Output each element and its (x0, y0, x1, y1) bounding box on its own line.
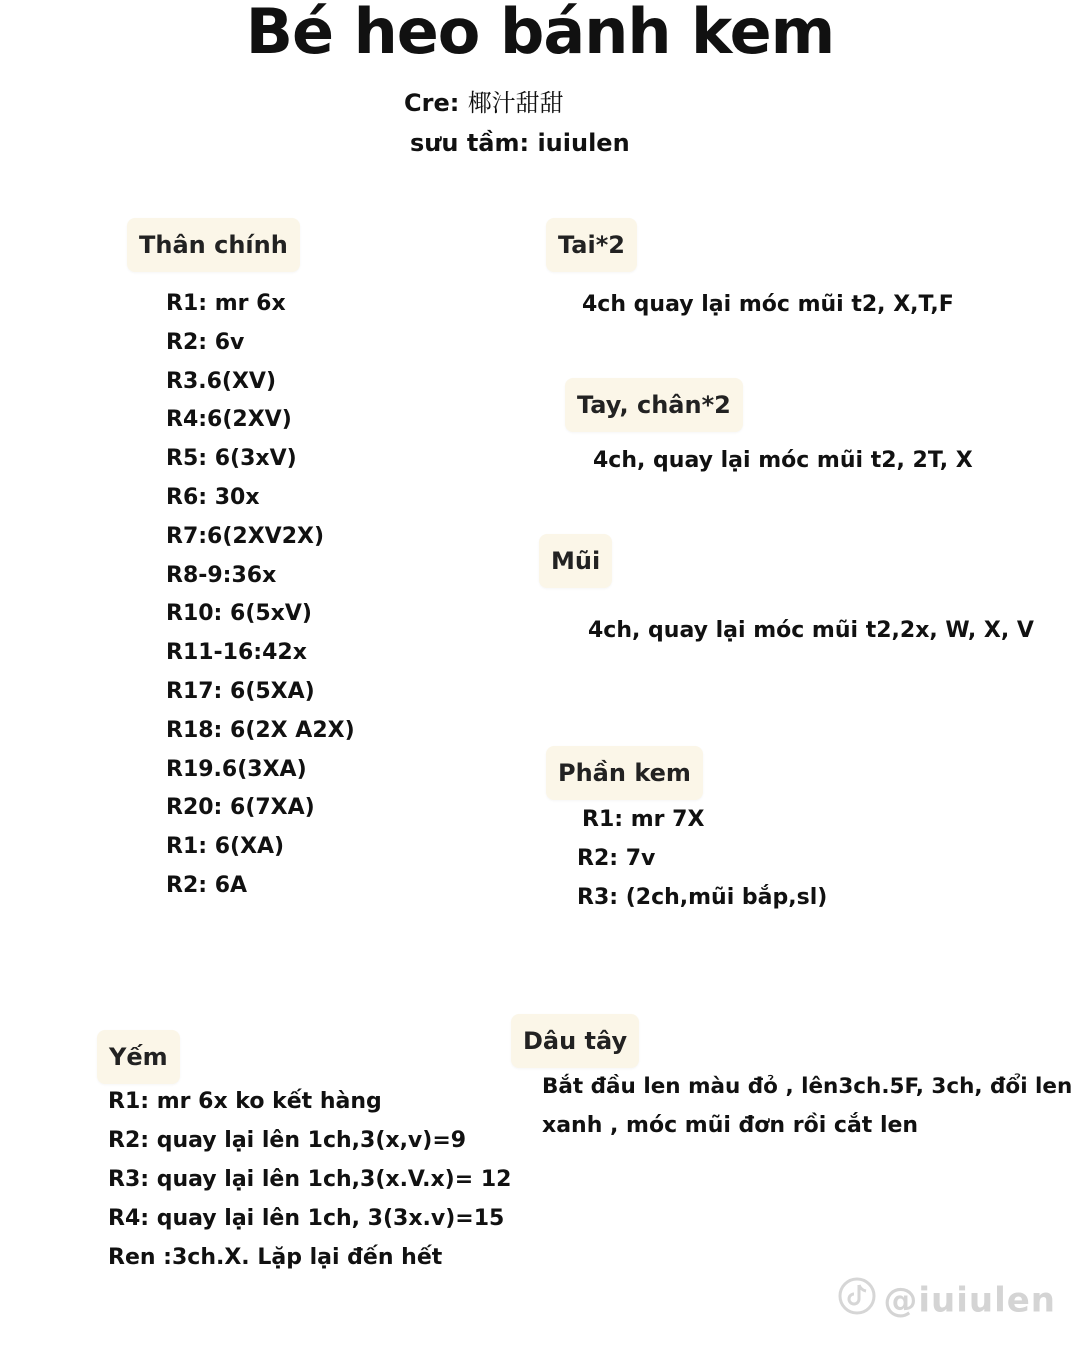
list-item: R4: quay lại lên 1ch, 3(3x.v)=15 (108, 1206, 505, 1231)
section-heading-dau-tay: Dâu tây (511, 1014, 639, 1068)
list-item: R3: quay lại lên 1ch,3(x.V.x)= 12 (108, 1167, 512, 1192)
list-item: R10: 6(5xV) (166, 601, 312, 627)
page-title: Bé heo bánh kem (245, 0, 835, 68)
credit-label: Cre: (404, 89, 460, 117)
section-heading-than-chinh: Thân chính (127, 218, 300, 272)
section-heading-tai: Tai*2 (546, 218, 637, 272)
section-heading-tay-chan: Tay, chân*2 (565, 378, 743, 432)
list-item: R2: 6v (166, 329, 245, 355)
collected-by: sưu tầm: iuiulen (410, 129, 630, 157)
section-heading-phan-kem: Phần kem (546, 746, 703, 800)
mui-instructions: 4ch, quay lại móc mũi t2,2x, W, X, V (588, 618, 1034, 643)
phan-kem-row: R2: 7v (577, 846, 656, 871)
list-item: R1: 6(XA) (166, 834, 285, 860)
tay-chan-instructions: 4ch, quay lại móc mũi t2, 2T, X (593, 448, 973, 473)
list-item: R8-9:36x (166, 562, 277, 588)
dau-tay-line: xanh , móc mũi đơn rồi cắt len (542, 1113, 919, 1138)
section-heading-mui: Mũi (539, 534, 612, 588)
list-item: Ren :3ch.X. Lặp lại đến hết (108, 1245, 443, 1270)
list-item: R7:6(2XV2X) (166, 523, 325, 549)
credit-author: 椰汁甜甜 (467, 89, 564, 117)
list-item: R3.6(XV) (166, 368, 277, 394)
than-chinh-rows (166, 285, 355, 906)
watermark-handle: iuiulen (918, 1280, 1056, 1321)
dau-tay-line: Bắt đầu len màu đỏ , lên3ch.5F, 3ch, đổi len (542, 1074, 1073, 1099)
tai-instructions: 4ch quay lại móc mũi t2, X,T,F (582, 292, 954, 317)
list-item: R11-16:42x (166, 640, 307, 666)
list-item: R1: mr 6x ko kết hàng (108, 1089, 382, 1114)
list-item: R5: 6(3xV) (166, 446, 297, 472)
section-heading-yem: Yếm (97, 1030, 180, 1084)
list-item: R2: quay lại lên 1ch,3(x,v)=9 (108, 1128, 467, 1153)
list-item: R20: 6(7XA) (166, 795, 315, 821)
list-item: R17: 6(5XA) (166, 678, 315, 704)
tiktok-logo-icon (837, 1276, 877, 1325)
list-item: R4:6(2XV) (166, 407, 292, 433)
credit-line (404, 88, 564, 118)
list-item: R6: 30x (166, 484, 260, 510)
phan-kem-row: R1: mr 7X (582, 807, 705, 832)
list-item: R19.6(3XA) (166, 756, 307, 782)
list-item: R18: 6(2X A2X) (166, 717, 355, 743)
list-item: R2: 6A (166, 872, 248, 898)
watermark: @iuiulen (837, 1276, 1056, 1325)
yem-rows (108, 1082, 511, 1277)
phan-kem-row: R3: (2ch,mũi bắp,sl) (577, 885, 828, 910)
list-item: R1: mr 6x (166, 291, 286, 316)
